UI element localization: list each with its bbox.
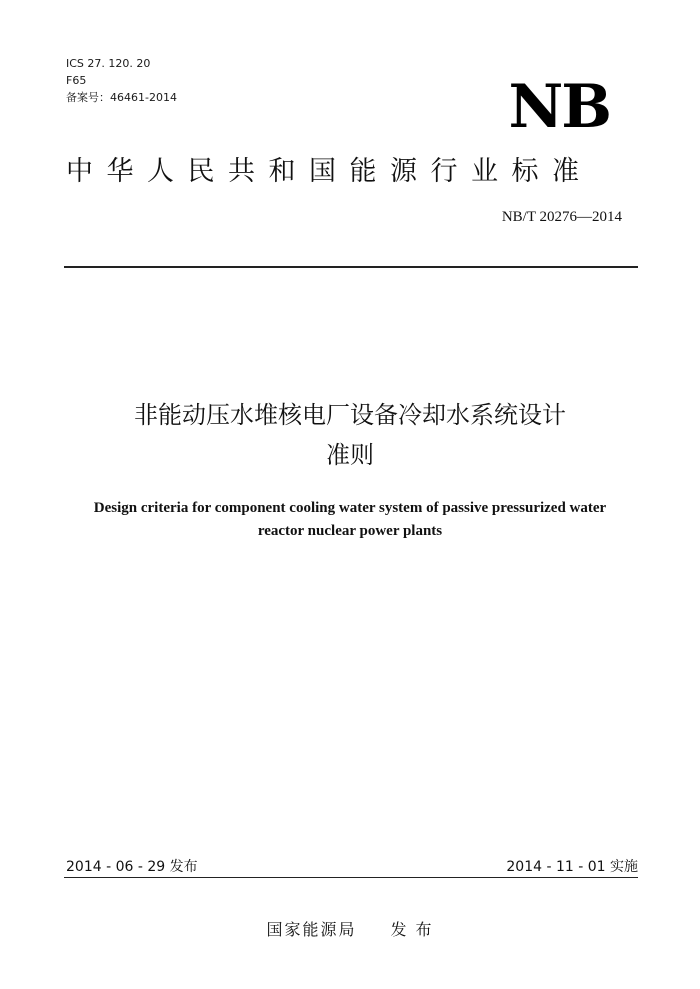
issue-date: 2014 - 06 - 29 发布: [66, 859, 198, 875]
ics-code: ICS 27. 120. 20: [66, 57, 151, 70]
footer-divider: [64, 877, 638, 878]
cn-title-line2: 准则: [326, 441, 374, 469]
standard-category: 中华人民共和国能源行业标准: [66, 156, 593, 187]
nb-logo: NB: [508, 72, 610, 142]
standard-number: NB/T 20276—2014: [501, 209, 622, 225]
cn-title-line1: 非能动压水堆核电厂设备冷却水系统设计: [134, 401, 566, 429]
header-divider: [64, 266, 638, 268]
en-title-line1: Design criteria for component cooling water system of passive pressurized water: [93, 500, 607, 516]
publisher-name: 国家能源局: [266, 920, 357, 939]
publisher-action: 发 布: [390, 920, 434, 939]
publisher: [0, 920, 700, 940]
ccs-code: F65: [66, 74, 87, 87]
en-title-line2: reactor nuclear power plants: [257, 523, 443, 539]
record-number: 备案号：46461-2014: [66, 91, 177, 104]
implement-date: 2014 - 11 - 01 实施: [506, 859, 638, 875]
